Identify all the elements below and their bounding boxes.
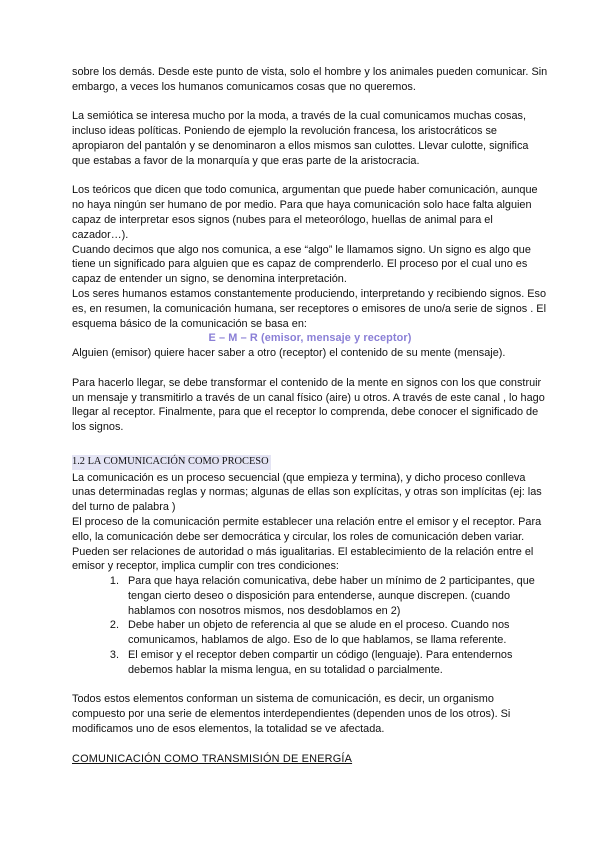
paragraph-system: Todos estos elementos conforman un sistema de comunicación, es decir, un organismo compuesto por una serie de elementos interdependientes (dependen unos de los otros). Si modificamos uno de esos elementos, la totalidad se ve afectada. — [72, 693, 511, 736]
subheading-energy-transmission: COMUNICACIÓN COMO TRANSMISIÓN DE ENERGÍA — [72, 752, 353, 765]
list-item: 1. Para que haya relación comunicativa, debe haber un mínimo de 2 participantes, que tengan cierto deseo o disposición para entenderse, aunque discrepen. (cuando hablamos con nosotros mismos, nos desdoblamos en 2) — [122, 574, 548, 618]
section-heading: 1.2 LA COMUNICACIÓN COMO PROCESO — [72, 455, 271, 470]
list-item: 2. Debe haber un objeto de referencia al que se alude en el proceso. Cuando nos comunicamos, hablamos de algo. Eso de lo que hablamos, se llama referente. — [122, 618, 548, 648]
paragraph-sign-definition: Cuando decimos que algo nos comunica, a ese “algo” le llamamos signo. Un signo es algo que tiene un significado para alguien que es capaz de comprenderlo. El proceso por el cual uno es capaz de entender un signo, se denomina interpretación. — [72, 243, 531, 286]
emr-formula: E – M – R (emisor, mensaje y receptor) — [208, 332, 412, 345]
paragraph-relationship: El proceso de la comunicación permite establecer una relación entre el emisor y el receptor. Para ello, la comunicación debe ser democrática y circular, los roles de comunicación deben variar. Pueden ser relaciones de autoridad o más igualitarias. El establecimiento de la relación entre el emisor y receptor, implica cumplir con tres condiciones: — [72, 515, 542, 573]
paragraph-semiotics-fashion: La semiótica se interesa mucho por la moda, a través de la cual comunicamos muchas cosas, incluso ideas políticas. Poniendo de ejemplo la revolución francesa, los aristocráticos se apropiaron del pantalón y se denominaron a ellos mismos san culottes. Llevar culotte, significa que estabas a favor de la monarquía y que eras parte de la aristocracia. — [72, 110, 529, 167]
paragraph-emitter-receiver: Alguien (emisor) quiere hacer saber a otro (receptor) el contenido de su mente (mensaje). — [72, 347, 506, 360]
paragraph-theorists: Los teóricos que dicen que todo comunica, argumentan que puede haber comunicación, aunque no haya ningún ser humano de por medio. Para que haya comunicación solo hace falta alguien capaz de interpretar esos signos (nubes para el meteorólogo, huellas de animal para el cazador…). — [72, 184, 538, 241]
paragraph-intro: sobre los demás. Desde este punto de vista, solo el hombre y los animales pueden comunicar. Sin embargo, a veces los humanos comunicamos cosas que no queremos. — [72, 66, 548, 93]
paragraph-human-communication: Los seres humanos estamos constantemente produciendo, interpretando y recibiendo signos. Eso es, en resumen, la comunicación humana, ser receptores o emisores de uno/a serie de signos . El esquema básico de la comunicación se basa en: — [72, 287, 547, 330]
list-item: 3. El emisor y el receptor deben compartir un código (lenguaje). Para entendernos debemos hablar la misma lengua, en su totalidad o parcialmente. — [122, 648, 548, 678]
conditions-list — [72, 574, 548, 678]
paragraph-sequential-process: La comunicación es un proceso secuencial (que empieza y termina), y dicho proceso conlleva unas determinadas reglas y normas; algunas de ellas son explícitas, y otras son implícitas (ej: las del turno de palabra ) — [72, 471, 542, 514]
paragraph-transmission: Para hacerlo llegar, se debe transformar el contenido de la mente en signos con los que construir un mensaje y transmitirlo a través de un canal físico (aire) u otros. A través de este canal , lo hago llegar al receptor. Finalmente, para que el receptor lo comprenda, debe conocer el significado de los signos. — [72, 376, 545, 434]
